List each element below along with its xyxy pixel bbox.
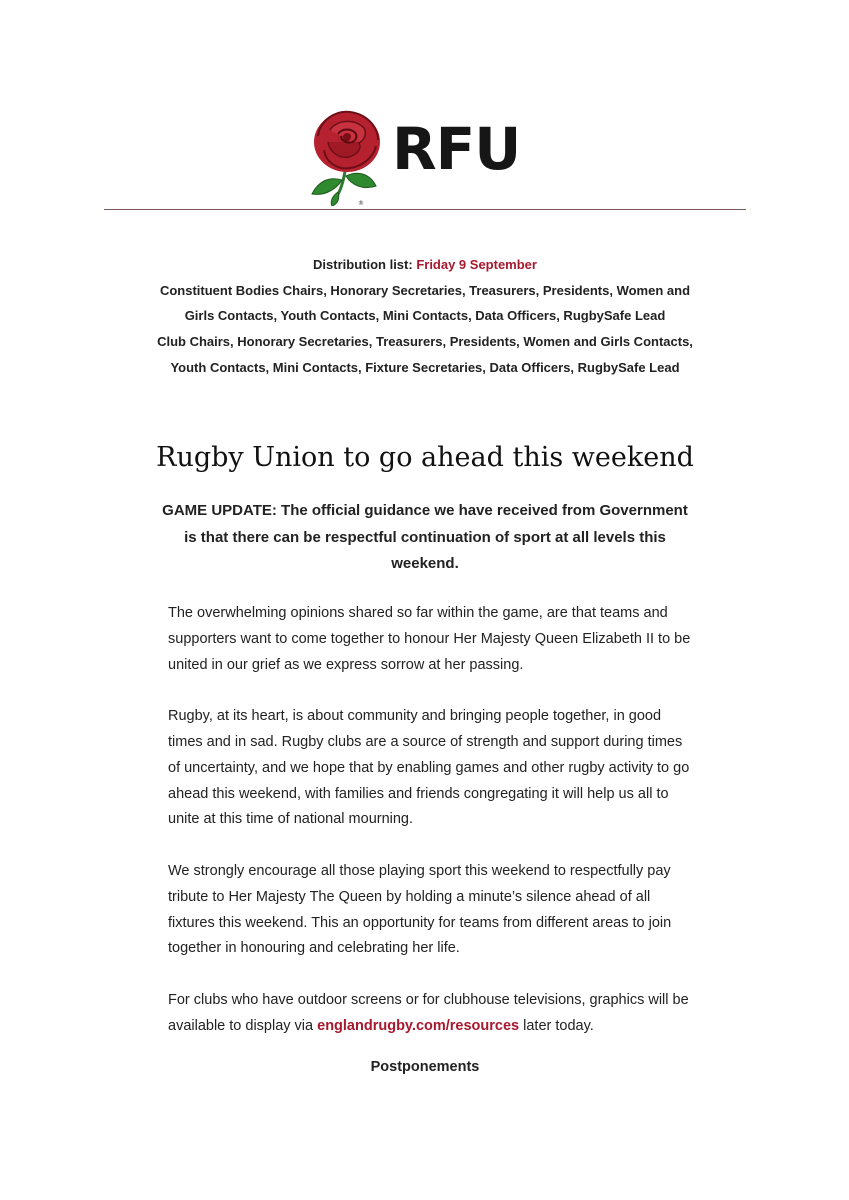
rose-icon xyxy=(306,106,388,206)
paragraph-resources xyxy=(168,988,698,1040)
article-title: Rugby Union to go ahead this weekend xyxy=(156,442,694,473)
distribution-list xyxy=(150,252,700,381)
distribution-prefix: Distribution list: xyxy=(313,257,417,272)
email-header xyxy=(0,0,849,212)
rfu-wordmark: RFU xyxy=(392,115,521,183)
paragraph-tribute: We strongly encourage all those playing sport this weekend to respectfully pay tribute to Her Majesty The Queen by holding a minute’s silence ahead of all fixtures this weekend. This an opportunity for teams from different areas to join together in honouring and celebrating her life. xyxy=(168,862,672,957)
rfu-logo[interactable] xyxy=(306,106,526,206)
distribution-date: Friday 9 September xyxy=(416,257,537,272)
paragraph-community: Rugby, at its heart, is about community and bringing people together, in good times and in sad. Rugby clubs are a source of strength and support during times of uncertainty, and we hope that by enabling games and other rugby activity to go ahead this weekend, with families and friends congregating it will help us all to unite at this time of national mourning. xyxy=(168,708,690,828)
postponements-heading: Postponements xyxy=(370,1059,480,1075)
svg-text:®: ® xyxy=(358,200,364,206)
distribution-recipients-cb: Constituent Bodies Chairs, Honorary Secretaries, Treasurers, Presidents, Women and Girls Contacts, Youth Contacts, Mini Contacts, Data Officers, RugbySafe Lead xyxy=(159,282,691,324)
resources-text-after: later today. xyxy=(519,1017,594,1034)
resources-text-before: For clubs who have outdoor screens or for clubhouse televisions, graphics will be available to display via xyxy=(168,991,689,1034)
game-update: GAME UPDATE: The official guidance we have received from Government is that there can be respectful continuation of sport at all levels this weekend. xyxy=(162,502,688,572)
header-divider xyxy=(104,209,746,210)
paragraph-opinions: The overwhelming opinions shared so far within the game, are that teams and supporters want to come together to honour Her Majesty Queen Elizabeth II to be united in our grief as we express sorrow at her passing. xyxy=(168,605,691,673)
distribution-heading xyxy=(150,252,700,278)
distribution-recipients-club: Club Chairs, Honorary Secretaries, Treasurers, Presidents, Women and Girls Contacts, Youth Contacts, Mini Contacts, Fixture Secretaries, Data Officers, RugbySafe Lead xyxy=(157,334,693,375)
resources-link[interactable]: englandrugby.com/resources xyxy=(317,1017,520,1034)
article-body xyxy=(168,601,698,1065)
